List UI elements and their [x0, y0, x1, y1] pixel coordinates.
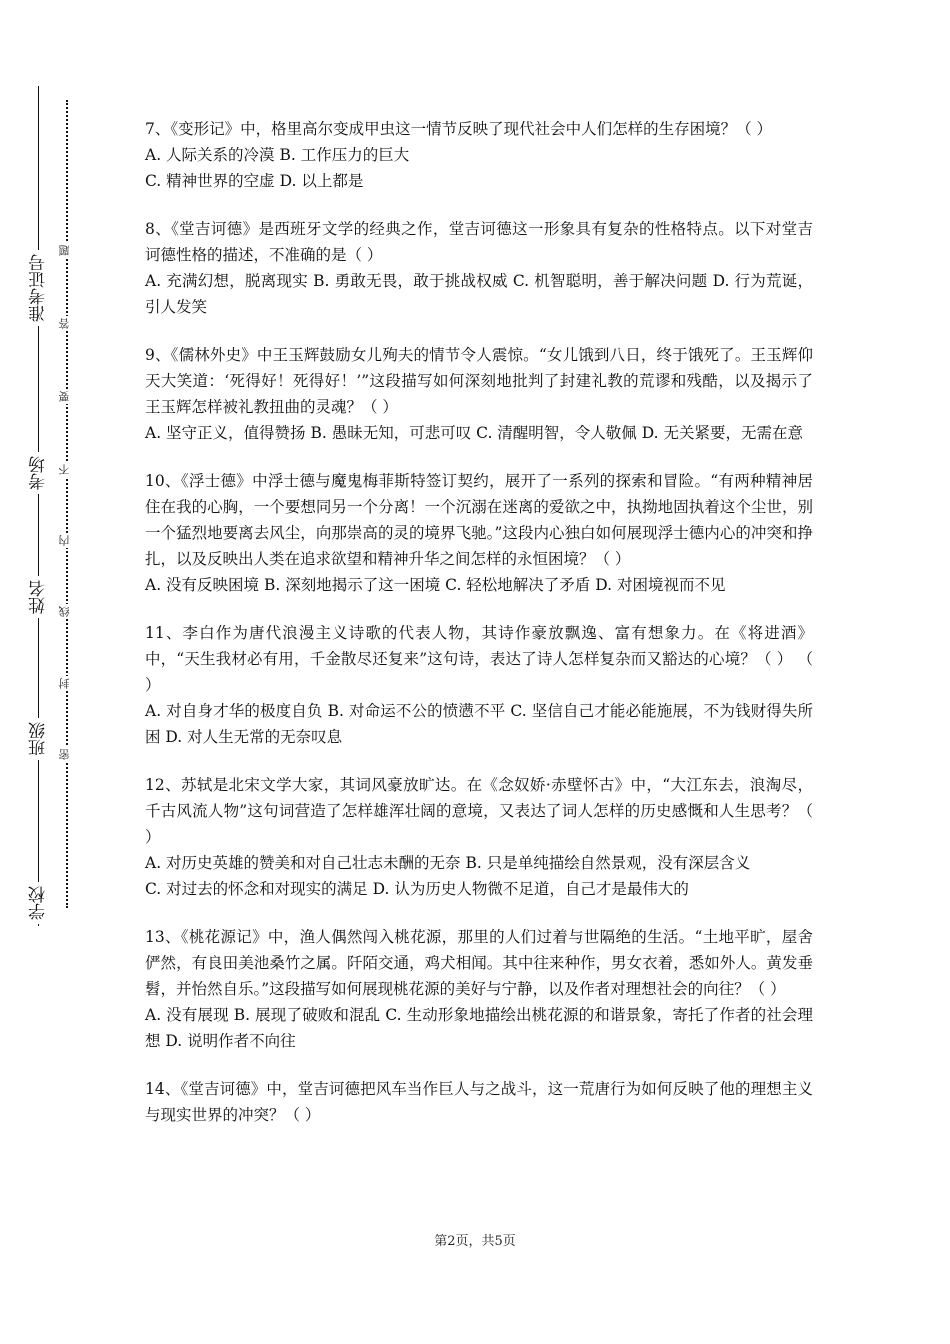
seal-char-nei: 内 [58, 535, 71, 546]
question-options: A. 人际关系的冷漠 B. 工作压力的巨大 [145, 146, 410, 164]
question-9 [145, 342, 813, 446]
seal-char-bu: 不 [58, 464, 71, 475]
question-12 [145, 772, 813, 902]
question-options: A. 坚守正义，值得赞扬 B. 愚昧无知，可悲可叹 C. 清醒明智，令人敬佩 D. 无关紧要，无需在意 [145, 424, 803, 442]
question-options: A. 充满幻想，脱离现实 B. 勇敢无畏，敢于挑战权威 C. 机智聪明，善于解决问题 D. 行为荒诞，引人发笑 [145, 272, 813, 316]
question-13 [145, 924, 813, 1054]
seal-char-mi: 密 [58, 749, 71, 760]
binding-dotted-line [66, 100, 68, 908]
question-text: 12、苏轼是北宋文学大家，其词风豪放旷达。在《念奴娇·赤壁怀古》中，“大江东去，浪淘尽，千古风流人物”这句词营造了怎样雄浑壮阔的意境，又表达了词人怎样的历史感慨和人生思考？（ ） [145, 776, 813, 846]
seal-char-yao: 要 [58, 391, 71, 402]
question-options: A. 对历史英雄的赞美和对自己壮志未酬的无奈 B. 只是单纯描绘自然景观，没有深层含义 [145, 854, 751, 872]
binding-solid-line [38, 86, 39, 926]
question-text: 9、《儒林外史》中王玉辉鼓励女儿殉夫的情节令人震惊。“女儿饿到八日，终于饿死了。王玉辉仰天大笑道：‘死得好！死得好！’”这段描写如何深刻地批判了封建礼教的荒谬和残酷，以及揭示了王玉辉怎样被礼教扭曲的灵魂？（ ） [145, 346, 813, 416]
question-text: 14、《堂吉诃德》中，堂吉诃德把风车当作巨人与之战斗，这一荒唐行为如何反映了他的理想主义与现实世界的冲突？（ ） [145, 1080, 813, 1124]
question-11 [145, 620, 813, 750]
question-text: 11、李白作为唐代浪漫主义诗歌的代表人物，其诗作豪放飘逸、富有想象力。在《将进酒》中，“天生我材必有用，千金散尽还复来”这句诗，表达了诗人怎样复杂而又豁达的心境？（ ） （ ） [145, 624, 813, 694]
question-text: 8、《堂吉诃德》是西班牙文学的经典之作，堂吉诃德这一形象具有复杂的性格特点。以下对堂吉诃德性格的描述，不准确的是（ ） [145, 220, 813, 264]
name-label: 姓名 [29, 576, 49, 618]
class-label: 班级 [29, 718, 49, 760]
question-text: 7、《变形记》中，格里高尔变成甲虫这一情节反映了现代社会中人们怎样的生存困境？（ ） [145, 120, 773, 138]
school-label: 学校 [29, 882, 49, 924]
seal-char-da: 答 [58, 318, 71, 329]
seal-char-xian: 线 [58, 606, 71, 617]
question-list [145, 116, 813, 1150]
question-options: A. 没有反映困境 B. 深刻地揭示了这一困境 C. 轻松地解决了矛盾 D. 对困境视而不见 [145, 576, 726, 594]
question-options: A. 对自身才华的极度自负 B. 对命运不公的愤懑不平 C. 坚信自己才能必能施展，不为钱财得失所困 D. 对人生无常的无奈叹息 [145, 702, 813, 746]
question-options: C. 精神世界的空虚 D. 以上都是 [145, 172, 364, 190]
question-text: 13、《桃花源记》中，渔人偶然闯入桃花源，那里的人们过着与世隔绝的生活。“土地平旷，屋舍俨然，有良田美池桑竹之属。阡陌交通，鸡犬相闻。其中往来种作，男女衣着，悉如外人。黄发垂髫，并怡然自乐。”这段描写如何展现桃花源的美好与宁静，以及作者对理想社会的向往？（ ） [145, 928, 813, 998]
exam-number-label: 准考证号 [29, 250, 49, 326]
question-14 [145, 1076, 813, 1128]
seal-char-ti: 题 [58, 245, 71, 256]
seal-char-feng: 封 [58, 678, 71, 689]
question-text: 10、《浮士德》中浮士德与魔鬼梅菲斯特签订契约，展开了一系列的探索和冒险。“有两种精神居住在我的心胸，一个要想同另一个分离！一个沉溺在迷离的爱欲之中，执拗地固执着这个尘世，别一个猛烈地要离去风尘，向那崇高的灵的境界飞驰。”这段内心独白如何展现浮士德内心的冲突和挣扎，以及反映出人类在追求欲望和精神升华之间怎样的永恒困境？（ ） [145, 472, 813, 568]
question-10 [145, 468, 813, 598]
question-options: C. 对过去的怀念和对现实的满足 D. 认为历史人物微不足道，自己才是最伟大的 [145, 880, 689, 898]
page-number: 第2页，共5页 [434, 1234, 516, 1249]
question-options: A. 没有展现 B. 展现了破败和混乱 C. 生动形象地描绘出桃花源的和谐景象，寄托了作者的社会理想 D. 说明作者不向往 [145, 1006, 813, 1050]
question-8 [145, 216, 813, 320]
exam-room-label: 考场 [29, 452, 49, 494]
question-7 [145, 116, 813, 194]
